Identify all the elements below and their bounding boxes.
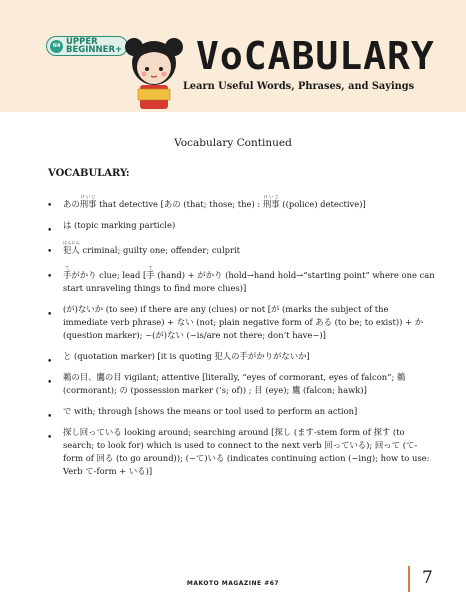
list-item: • は (topic marking particle) [40, 219, 436, 232]
vocabulary-heading: VOCABULARY: [48, 168, 130, 179]
list-item: • 手てがかり clue; lead [手て (hand) + がかり (hold→hand hold→“starting point” where one can start unraveling things to find more clues)] [40, 265, 436, 295]
list-item: • 犯人はんにん criminal; guilty one; offender; culprit [40, 240, 436, 257]
badge-level-label: UPPER [66, 37, 98, 47]
section-title: Vocabulary Continued [174, 137, 292, 149]
list-item: • と (quotation marker) [it is quoting 犯人の手がかりがないか] [40, 350, 436, 363]
footer-divider [408, 566, 410, 592]
page-subtitle: Learn Useful Words, Phrases, and Sayings [183, 81, 415, 92]
list-item: • で with; through [shows the means or tool used to perform an action] [40, 405, 436, 418]
page-title: VoCABULARY [196, 34, 435, 78]
mascot-girl-icon [120, 33, 188, 111]
list-item: • 鵜の目、鷹の目 vigilant; attentive [literally, “eyes of cormorant, eyes of falcon”; 鵜 (cormorant); の (possession marker (’s; of)) ; 目 (eye); 鷹 (falcon; hawk)] [40, 371, 436, 397]
vocabulary-list [40, 194, 436, 486]
page-number: 7 [422, 568, 433, 588]
badge-level-sub-label: BEGINNER+ [66, 45, 123, 55]
level-badge-icon: N4 [50, 40, 63, 53]
list-item: • 探し回っている looking around; searching around [探し (ます-stem form of 探す (to search; to look for) which is used to connect to the next verb 回っている); 回って (て-form of 回る (to go around)); (~て)いる (indicates continuing action (~ing); how to use: Verb て-form + いる)] [40, 426, 436, 478]
magazine-name: MAKOTO MAGAZINE #67 [186, 580, 280, 587]
list-item: • あの刑事けいじ that detective [あの (that; those; the) : 刑事けいじ ((police) detective)] [40, 194, 436, 211]
list-item: • (が)ないか (to see) if there are any (clues) or not [が (marks the subject of the immediate verb phrase) + ない (not; plain negative form of ある (to be; to exist)) + か (question marker); ~(が)ない (~is/are not there; don’t have~)] [40, 303, 436, 342]
